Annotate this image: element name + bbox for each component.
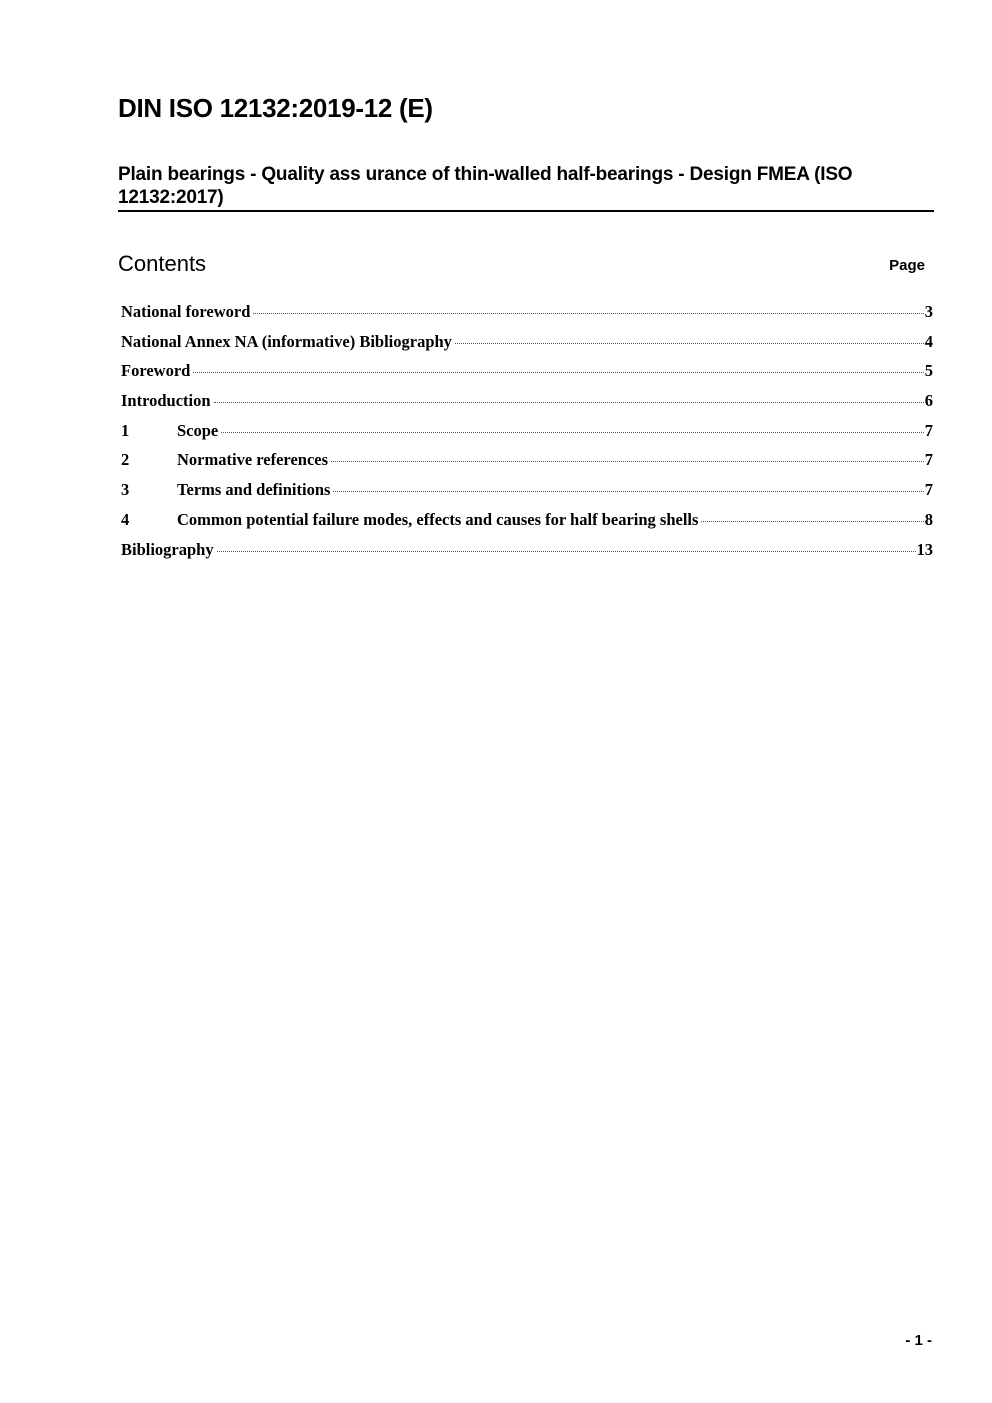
toc-entry-title: Introduction — [121, 391, 211, 411]
toc-entry-title: National foreword — [121, 302, 251, 321]
toc-entry-page: 13 — [916, 539, 933, 559]
dot-leader — [253, 313, 923, 314]
toc-entry-title: Bibliography — [121, 539, 214, 559]
toc-entry[interactable] — [121, 421, 933, 451]
page-number: - 1 - — [905, 1332, 932, 1349]
document-subtitle: Plain bearings - Quality ass urance of thin-walled half-bearings - Design FMEA (ISO 12132:2017) — [118, 164, 853, 208]
toc-entry[interactable] — [121, 361, 933, 391]
document-title: DIN ISO 12132:2019-12 (E) — [118, 93, 433, 123]
dot-leader — [193, 372, 923, 373]
dot-leader — [214, 402, 924, 403]
toc-entry-title: Common potential failure modes, effects and causes for half bearing shells — [177, 509, 699, 529]
toc-entry-page: 7 — [924, 480, 933, 500]
toc-entry[interactable] — [121, 450, 933, 480]
toc-entry-page: 5 — [924, 361, 933, 381]
toc-entry[interactable] — [121, 332, 933, 362]
toc-entry-number: 3 — [121, 480, 130, 500]
toc-entry-title: Scope — [177, 420, 219, 440]
toc-entry[interactable] — [121, 480, 933, 510]
page-column-label: Page — [889, 257, 925, 274]
toc-entry-title: National Annex NA (informative) Bibliography — [121, 331, 452, 351]
toc-entry-title: Terms and definitions — [177, 480, 331, 500]
toc-entry-page: 8 — [924, 509, 933, 529]
toc-entry[interactable] — [121, 302, 933, 332]
toc-entry-page: 7 — [924, 450, 933, 470]
dot-leader — [217, 551, 916, 552]
toc-entry-title: Foreword — [121, 361, 191, 381]
dot-leader — [701, 521, 923, 522]
dot-leader — [221, 432, 924, 433]
title-divider — [118, 210, 934, 212]
toc-entry-number: 2 — [121, 450, 130, 470]
toc-entry[interactable] — [121, 540, 933, 570]
toc-entry-page: 7 — [924, 420, 933, 440]
dot-leader — [455, 343, 924, 344]
dot-leader — [331, 461, 924, 462]
toc-entry-title: Normative references — [177, 450, 329, 470]
toc-entry-number: 1 — [121, 420, 130, 440]
toc-entry-page: 3 — [924, 302, 933, 321]
contents-heading: Contents — [118, 251, 207, 276]
toc-entry-page: 6 — [924, 391, 933, 411]
toc-entry-page: 4 — [924, 331, 933, 351]
table-of-contents — [121, 302, 933, 569]
toc-entry[interactable] — [121, 510, 933, 540]
dot-leader — [333, 491, 923, 492]
toc-entry-number: 4 — [121, 509, 130, 529]
toc-entry[interactable] — [121, 391, 933, 421]
